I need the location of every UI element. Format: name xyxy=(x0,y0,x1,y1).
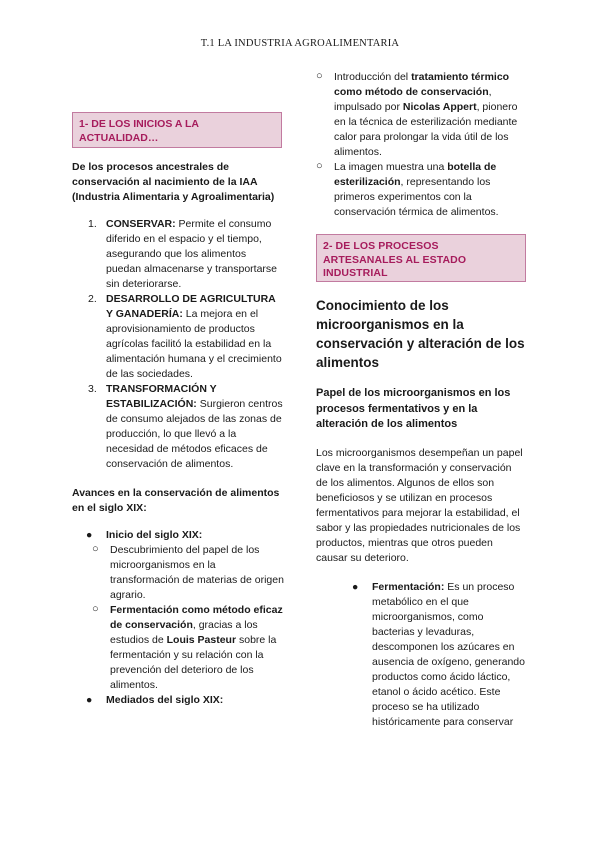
body-paragraph: Los microorganismos desempeñan un papel clave en la transformación y conservación de los alimentos. Algunos de ellos son beneficiosos y se utilizan en procesos fermentativos para mejorar la estabilidad, el sabor y las propiedades nutricionales de los productos, mientras que otros pueden causar su deterioro. xyxy=(316,446,523,564)
item-text: Surgieron centros de consumo alejados de las zonas de producción, lo que llevó a la necesidad de métodos eficaces de conservación de alimentos. xyxy=(106,398,283,470)
bullet-icon: ● xyxy=(86,694,93,706)
big-heading: Conocimiento de los microorganismos en la conservación y alteración de los alimentos xyxy=(316,298,525,370)
person-name: Nicolas Appert xyxy=(402,101,477,113)
list-item xyxy=(260,70,526,160)
bullet-label: Mediados del siglo XIX: xyxy=(106,694,224,706)
left-column xyxy=(72,112,284,708)
list-item xyxy=(260,160,526,220)
sub-text: Descubrimiento del papel de los microorganismos en la transformación de materias de origen agrario. xyxy=(110,544,284,601)
circle-bullet-icon: ○ xyxy=(316,160,323,172)
sub-text: , impulsado por xyxy=(334,86,492,113)
item-text: La mejora en el aprovisionamiento de productos agrícolas facilitó la estabilidad en la alimentación humana y el crecimiento de las sociedades. xyxy=(106,308,282,380)
advances-list xyxy=(72,528,284,708)
bullet-icon: ● xyxy=(86,529,93,541)
fermentation-list xyxy=(338,580,526,730)
mid-heading: Papel de los microorganismos en los procesos fermentativos y en la alteración de los alimentos xyxy=(316,387,511,430)
objectives-list xyxy=(72,217,284,472)
circle-bullet-icon: ○ xyxy=(92,603,99,615)
sub-text: , representando los primeros experimentos con la conservación térmica de alimentos. xyxy=(334,176,499,218)
sub-text: , pionero en la técnica de esterilización mediante calor para prolongar la vida útil de los alimentos. xyxy=(334,101,518,158)
list-item xyxy=(72,693,284,708)
bullet-icon: ● xyxy=(352,580,359,593)
list-item xyxy=(72,603,284,693)
advances-heading: Avances en la conservación de alimentos en el siglo XIX: xyxy=(72,487,280,514)
item-text: Permite el consumo diferido en el espacio y el tiempo, asegurando que los alimentos puedan almacenarse y transportarse sin deteriorarse. xyxy=(106,218,278,290)
list-item xyxy=(72,217,284,292)
sub-text: , gracias a los estudios de xyxy=(110,619,258,646)
sub-text: Introducción del xyxy=(334,71,412,83)
item-title: DESARROLLO DE AGRICULTURA Y GANADERÍA: xyxy=(106,293,276,320)
section-2-title: 2- DE LOS PROCESOS ARTESANALES AL ESTADO INDUSTRIAL xyxy=(316,234,526,282)
bullet-text: Es un proceso metabólico en el que microorganismos, como bacterias y levaduras, descomponen los azúcares en ausencia de oxígeno, generando productos como ácido láctico, etanol o ácido acético. Este proceso se ha utilizado históricamente para conservar xyxy=(372,580,525,728)
sub-list xyxy=(72,543,284,693)
item-number: 2. xyxy=(88,293,97,305)
item-title: TRANSFORMACIÓN Y ESTABILIZACIÓN: xyxy=(106,383,217,410)
item-title: CONSERVAR: xyxy=(106,218,176,230)
person-name: Louis Pasteur xyxy=(166,634,237,646)
sub-bold: botella de esterilización xyxy=(334,161,497,188)
sub-bold: tratamiento térmico como método de conservación xyxy=(334,71,510,98)
right-column xyxy=(316,70,526,730)
list-item xyxy=(72,382,284,472)
list-item xyxy=(72,543,284,603)
continued-sub-list xyxy=(260,70,526,220)
sub-bold: Fermentación como método eficaz de conservación xyxy=(110,604,283,631)
circle-bullet-icon: ○ xyxy=(316,70,323,82)
list-item xyxy=(72,292,284,382)
item-number: 3. xyxy=(88,383,97,395)
sub-text: La imagen muestra una xyxy=(334,161,448,173)
intro-heading: De los procesos ancestrales de conservación al nacimiento de la IAA (Industria Alimentaria y Agroalimentaria) xyxy=(72,161,275,203)
page-header: T.1 LA INDUSTRIA AGROALIMENTARIA xyxy=(200,38,400,49)
list-item xyxy=(338,580,526,730)
list-item xyxy=(72,528,284,693)
bullet-label: Fermentación: xyxy=(372,580,445,593)
bullet-label: Inicio del siglo XIX: xyxy=(106,529,203,541)
item-number: 1. xyxy=(88,218,97,230)
sub-text: sobre la fermentación y su relación con la prevención del deterioro de los alimentos. xyxy=(110,634,277,691)
circle-bullet-icon: ○ xyxy=(92,543,99,555)
section-1-title: 1- DE LOS INICIOS A LA ACTUALIDAD… xyxy=(72,112,282,148)
